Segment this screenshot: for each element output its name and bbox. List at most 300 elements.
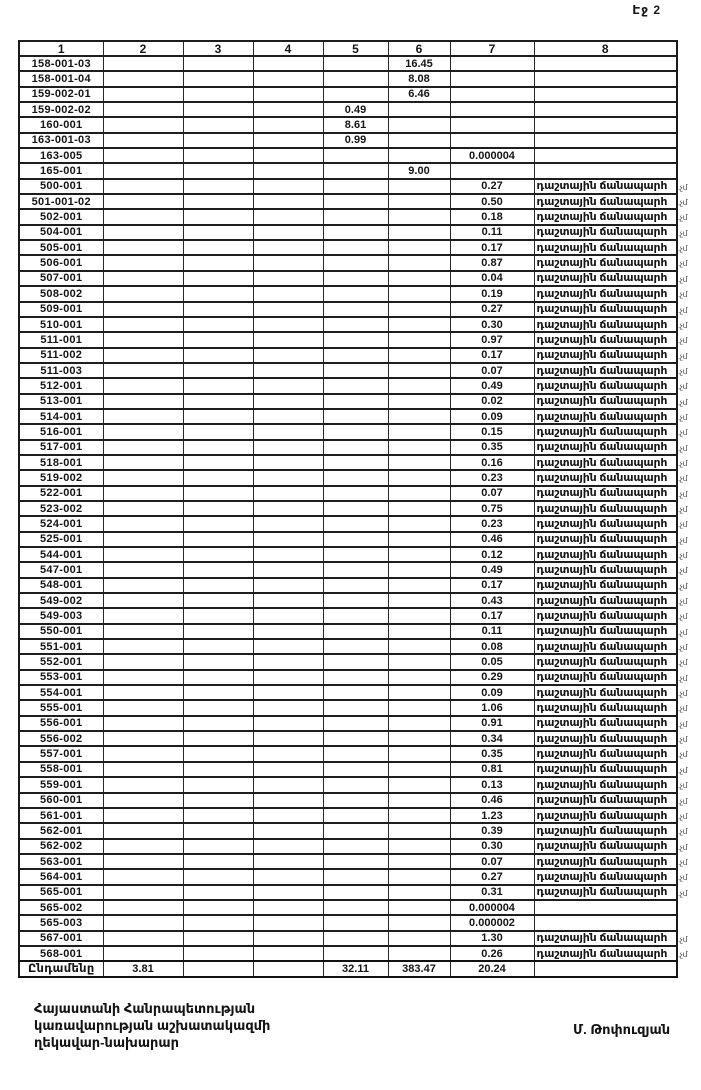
- cell-col4: [253, 608, 323, 623]
- cell-col7: 0.13: [450, 777, 534, 792]
- cell-col4: [253, 793, 323, 808]
- cell-parcel-id: 505-001: [19, 240, 103, 255]
- cell-col3: [183, 117, 253, 132]
- cell-col3: [183, 240, 253, 255]
- cell-parcel-id: 562-002: [19, 839, 103, 854]
- cell-col2: [103, 455, 183, 470]
- cell-col5: [323, 869, 388, 884]
- cell-col3: [183, 839, 253, 854]
- cell-land-use: դաշտային ճանապարհ .չմ: [534, 885, 677, 900]
- cell-col4: [253, 624, 323, 639]
- cell-land-use: դաշտային ճանապարհ .չմ: [534, 455, 677, 470]
- cell-col5: [323, 163, 388, 178]
- cell-col2: [103, 608, 183, 623]
- cell-parcel-id: 506-001: [19, 255, 103, 270]
- cell-land-use: դաշտային ճանապարհ .չմ: [534, 639, 677, 654]
- table-row: [19, 516, 677, 531]
- cell-col5: [323, 700, 388, 715]
- cell-col3: [183, 854, 253, 869]
- cell-parcel-id: 565-001: [19, 885, 103, 900]
- cell-col6: [388, 793, 450, 808]
- cell-col6: [388, 731, 450, 746]
- cell-col2: [103, 486, 183, 501]
- table-row: [19, 286, 677, 301]
- cell-col4: [253, 378, 323, 393]
- cell-col7: 0.35: [450, 440, 534, 455]
- cell-col7: 0.000004: [450, 148, 534, 163]
- cell-col7: 0.18: [450, 209, 534, 224]
- cell-col5: [323, 731, 388, 746]
- cell-land-use: դաշտային ճանապարհ .չմ: [534, 654, 677, 669]
- cell-col2: [103, 516, 183, 531]
- road-suffix-note: .չմ: [678, 658, 688, 668]
- cell-col3: [183, 961, 253, 976]
- cell-parcel-id: 549-003: [19, 608, 103, 623]
- road-suffix-note: .չմ: [678, 735, 688, 745]
- cell-col5: [323, 885, 388, 900]
- cell-parcel-id: 565-003: [19, 915, 103, 930]
- table-row: [19, 394, 677, 409]
- cell-col2: [103, 823, 183, 838]
- cell-col5: [323, 440, 388, 455]
- cell-col7: 20.24: [450, 961, 534, 976]
- table-row: [19, 608, 677, 623]
- cell-land-use: դաշտային ճանապարհ .չմ: [534, 700, 677, 715]
- cell-col3: [183, 624, 253, 639]
- road-suffix-note: .չմ: [678, 949, 688, 959]
- cell-parcel-id: 509-001: [19, 302, 103, 317]
- cell-col2: [103, 946, 183, 961]
- cell-parcel-id: 516-001: [19, 424, 103, 439]
- cell-col6: [388, 194, 450, 209]
- cell-col3: [183, 716, 253, 731]
- cell-parcel-id: 502-001: [19, 209, 103, 224]
- cell-col5: [323, 532, 388, 547]
- table-row: [19, 654, 677, 669]
- cell-col7: 0.91: [450, 716, 534, 731]
- cell-parcel-id: 158-001-04: [19, 71, 103, 86]
- cell-col6: [388, 302, 450, 317]
- cell-col2: [103, 839, 183, 854]
- cell-col2: [103, 854, 183, 869]
- cell-col3: [183, 271, 253, 286]
- cell-col6: [388, 654, 450, 669]
- cell-col7: 0.000004: [450, 900, 534, 915]
- cell-parcel-id: 511-001: [19, 332, 103, 347]
- cell-col7: 0.27: [450, 869, 534, 884]
- cell-land-use: դաշտային ճանապարհ .չմ: [534, 332, 677, 347]
- cell-col5: [323, 547, 388, 562]
- cell-col6: [388, 716, 450, 731]
- cell-col4: [253, 117, 323, 132]
- cell-col4: [253, 915, 323, 930]
- road-suffix-note: .չմ: [678, 274, 688, 284]
- table-row: [19, 225, 677, 240]
- cell-land-use: [534, 56, 677, 71]
- cell-parcel-id: 524-001: [19, 516, 103, 531]
- road-suffix-note: .չմ: [678, 597, 688, 607]
- cell-parcel-id: 549-002: [19, 593, 103, 608]
- cell-land-use: դաշտային ճանապարհ .չմ: [534, 823, 677, 838]
- cell-parcel-id: 507-001: [19, 271, 103, 286]
- cell-land-use: [534, 961, 677, 976]
- cell-col6: [388, 562, 450, 577]
- cell-col2: [103, 470, 183, 485]
- table-row: [19, 71, 677, 86]
- road-suffix-note: .չմ: [678, 213, 688, 223]
- cell-col6: [388, 854, 450, 869]
- cell-col4: [253, 946, 323, 961]
- cell-col3: [183, 578, 253, 593]
- cell-col6: 383.47: [388, 961, 450, 976]
- cell-col4: [253, 163, 323, 178]
- cell-col7: 0.17: [450, 578, 534, 593]
- cell-col4: [253, 87, 323, 102]
- cell-col2: [103, 117, 183, 132]
- cell-col4: [253, 931, 323, 946]
- cell-col7: 0.27: [450, 179, 534, 194]
- table-row: [19, 624, 677, 639]
- cell-col5: [323, 209, 388, 224]
- cell-col4: [253, 194, 323, 209]
- cell-col4: [253, 823, 323, 838]
- table-row: [19, 148, 677, 163]
- cell-col7: 0.27: [450, 302, 534, 317]
- cell-col3: [183, 501, 253, 516]
- cell-col7: 0.08: [450, 639, 534, 654]
- cell-parcel-id: 558-001: [19, 762, 103, 777]
- cell-col5: [323, 56, 388, 71]
- cell-parcel-id: 159-002-01: [19, 87, 103, 102]
- cell-col5: [323, 87, 388, 102]
- road-suffix-note: .չմ: [678, 581, 688, 591]
- cell-parcel-id: 568-001: [19, 946, 103, 961]
- cell-col6: 8.08: [388, 71, 450, 86]
- table-row: [19, 378, 677, 393]
- cell-col4: [253, 716, 323, 731]
- cell-col2: [103, 547, 183, 562]
- cell-col7: 0.05: [450, 654, 534, 669]
- cell-col6: [388, 440, 450, 455]
- cell-col2: [103, 409, 183, 424]
- table-row: [19, 793, 677, 808]
- cell-col6: 6.46: [388, 87, 450, 102]
- road-suffix-note: .չմ: [678, 719, 688, 729]
- footer-org-line1: Հայաստանի Հանրապետության: [34, 1001, 256, 1016]
- table-row: [19, 363, 677, 378]
- cell-col5: 32.11: [323, 961, 388, 976]
- cell-col6: [388, 946, 450, 961]
- table-row: [19, 470, 677, 485]
- cell-col7: 0.07: [450, 854, 534, 869]
- road-suffix-note: .չմ: [678, 382, 688, 392]
- cell-col2: [103, 501, 183, 516]
- cell-col4: [253, 777, 323, 792]
- cell-col6: [388, 547, 450, 562]
- table-row: [19, 762, 677, 777]
- cell-col5: [323, 808, 388, 823]
- cell-col3: [183, 317, 253, 332]
- cell-col3: [183, 823, 253, 838]
- cell-col6: [388, 839, 450, 854]
- road-suffix-note: .չմ: [678, 643, 688, 653]
- cell-col4: [253, 762, 323, 777]
- column-header-5: 5: [323, 41, 388, 56]
- cell-col4: [253, 869, 323, 884]
- cell-col5: [323, 255, 388, 270]
- cell-parcel-id: 564-001: [19, 869, 103, 884]
- cell-col2: [103, 808, 183, 823]
- cell-land-use: դաշտային ճանապարհ .չմ: [534, 839, 677, 854]
- cell-parcel-id: 510-001: [19, 317, 103, 332]
- cell-col3: [183, 302, 253, 317]
- cell-parcel-id: 512-001: [19, 378, 103, 393]
- road-suffix-note: .չմ: [678, 520, 688, 530]
- column-header-2: 2: [103, 41, 183, 56]
- cell-col7: 0.11: [450, 225, 534, 240]
- cell-col3: [183, 486, 253, 501]
- cell-col5: [323, 179, 388, 194]
- cell-col3: [183, 455, 253, 470]
- cell-col6: [388, 348, 450, 363]
- cell-col2: [103, 731, 183, 746]
- cell-col4: [253, 593, 323, 608]
- table-row: [19, 685, 677, 700]
- road-suffix-note: .չմ: [678, 842, 688, 852]
- cell-col4: [253, 562, 323, 577]
- cell-parcel-id: 563-001: [19, 854, 103, 869]
- cell-col5: [323, 486, 388, 501]
- cell-col4: [253, 332, 323, 347]
- cell-col5: [323, 839, 388, 854]
- cell-col3: [183, 225, 253, 240]
- cell-col6: [388, 255, 450, 270]
- cell-land-use: դաշտային ճանապարհ .չմ: [534, 363, 677, 378]
- cell-col3: [183, 179, 253, 194]
- cell-col5: [323, 240, 388, 255]
- cell-col4: [253, 286, 323, 301]
- cell-col3: [183, 56, 253, 71]
- cell-col2: [103, 133, 183, 148]
- cell-land-use: դաշտային ճանապարհ .չմ: [534, 562, 677, 577]
- road-suffix-note: .չմ: [678, 290, 688, 300]
- cell-col4: [253, 486, 323, 501]
- cell-col6: [388, 486, 450, 501]
- cell-col3: [183, 731, 253, 746]
- road-suffix-note: .չմ: [678, 811, 688, 821]
- cell-col5: [323, 470, 388, 485]
- road-suffix-note: .չմ: [678, 428, 688, 438]
- road-suffix-note: .չմ: [678, 750, 688, 760]
- footer-org-line2: կառավարության աշխատակազմի: [34, 1018, 271, 1033]
- table-row: [19, 348, 677, 363]
- cell-col3: [183, 71, 253, 86]
- cell-col3: [183, 593, 253, 608]
- cell-col3: [183, 608, 253, 623]
- cell-col2: [103, 869, 183, 884]
- cell-col5: [323, 363, 388, 378]
- cell-land-use: դաշտային ճանապարհ .չմ: [534, 869, 677, 884]
- cell-land-use: դաշտային ճանապարհ .չմ: [534, 593, 677, 608]
- cell-col7: 1.06: [450, 700, 534, 715]
- road-suffix-note: .չմ: [678, 765, 688, 775]
- cell-land-use: [534, 133, 677, 148]
- cell-col6: [388, 532, 450, 547]
- road-suffix-note: .չմ: [678, 566, 688, 576]
- cell-col7: 0.09: [450, 685, 534, 700]
- cell-col4: [253, 148, 323, 163]
- cell-col6: [388, 808, 450, 823]
- cell-col2: [103, 87, 183, 102]
- cell-col2: [103, 302, 183, 317]
- cell-parcel-id: 525-001: [19, 532, 103, 547]
- cell-col5: 8.61: [323, 117, 388, 132]
- cell-land-use: դաշտային ճանապարհ .չմ: [534, 532, 677, 547]
- column-header-7: 7: [450, 41, 534, 56]
- cell-col7: 0.23: [450, 470, 534, 485]
- cell-col6: [388, 593, 450, 608]
- table-row: [19, 547, 677, 562]
- total-row: [19, 961, 677, 976]
- cell-col6: [388, 900, 450, 915]
- cell-col4: [253, 133, 323, 148]
- table-row: [19, 716, 677, 731]
- cell-land-use: դաշտային ճանապարհ .չմ: [534, 762, 677, 777]
- cell-col6: [388, 179, 450, 194]
- cell-land-use: դաշտային ճանապարհ .չմ: [534, 394, 677, 409]
- cell-col7: 0.29: [450, 670, 534, 685]
- cell-col6: [388, 148, 450, 163]
- cell-col2: [103, 700, 183, 715]
- cell-col7: [450, 87, 534, 102]
- cell-col2: [103, 271, 183, 286]
- cell-col3: [183, 440, 253, 455]
- cell-col7: 0.07: [450, 486, 534, 501]
- cell-col3: [183, 915, 253, 930]
- table-header-row: [19, 41, 677, 56]
- road-suffix-note: .չմ: [678, 474, 688, 484]
- cell-col4: [253, 532, 323, 547]
- cell-col7: [450, 102, 534, 117]
- cell-col2: [103, 746, 183, 761]
- cell-col7: [450, 71, 534, 86]
- road-suffix-note: .չմ: [678, 504, 688, 514]
- cell-col6: [388, 777, 450, 792]
- table-row: [19, 56, 677, 71]
- cell-col3: [183, 194, 253, 209]
- cell-land-use: դաշտային ճանապարհ .չմ: [534, 424, 677, 439]
- cell-land-use: դաշտային ճանապարհ .չմ: [534, 946, 677, 961]
- cell-col5: [323, 271, 388, 286]
- table-row: [19, 102, 677, 117]
- cell-col4: [253, 700, 323, 715]
- cell-parcel-id: 547-001: [19, 562, 103, 577]
- cell-col3: [183, 424, 253, 439]
- cell-col5: [323, 148, 388, 163]
- cell-col2: [103, 885, 183, 900]
- cell-parcel-id: 559-001: [19, 777, 103, 792]
- cell-col6: [388, 394, 450, 409]
- table-row: [19, 808, 677, 823]
- road-suffix-note: .չմ: [678, 228, 688, 238]
- table-row: [19, 117, 677, 132]
- cell-col5: [323, 424, 388, 439]
- cell-col4: [253, 746, 323, 761]
- road-suffix-note: .չմ: [678, 366, 688, 376]
- cell-parcel-id: 523-002: [19, 501, 103, 516]
- cell-parcel-id: 551-001: [19, 639, 103, 654]
- cell-col3: [183, 286, 253, 301]
- cell-land-use: դաշտային ճանապարհ .չմ: [534, 501, 677, 516]
- cell-col2: [103, 56, 183, 71]
- road-suffix-note: .չմ: [678, 535, 688, 545]
- road-suffix-note: .չմ: [678, 336, 688, 346]
- cell-col6: [388, 225, 450, 240]
- cell-parcel-id: 159-002-02: [19, 102, 103, 117]
- cell-col3: [183, 102, 253, 117]
- cell-col6: [388, 117, 450, 132]
- cell-parcel-id: 555-001: [19, 700, 103, 715]
- cell-col3: [183, 869, 253, 884]
- cell-col4: [253, 501, 323, 516]
- table-row: [19, 409, 677, 424]
- road-suffix-note: .չմ: [678, 704, 688, 714]
- cell-col3: [183, 777, 253, 792]
- cell-col7: 0.75: [450, 501, 534, 516]
- road-suffix-note: .չմ: [678, 551, 688, 560]
- cell-land-use: դաշտային ճանապարհ .չմ: [534, 470, 677, 485]
- cell-col4: [253, 394, 323, 409]
- cell-col3: [183, 516, 253, 531]
- column-header-1: 1: [19, 41, 103, 56]
- cell-col7: 0.35: [450, 746, 534, 761]
- column-header-4: 4: [253, 41, 323, 56]
- cell-col5: [323, 777, 388, 792]
- cell-col6: [388, 516, 450, 531]
- table-row: [19, 209, 677, 224]
- cell-col2: [103, 179, 183, 194]
- cell-total-label: Ընդամենը: [19, 961, 103, 976]
- table-row: [19, 670, 677, 685]
- cell-land-use: դաշտային ճանապարհ .չմ: [534, 777, 677, 792]
- cell-col6: [388, 271, 450, 286]
- table-row: [19, 639, 677, 654]
- cell-land-use: դաշտային ճանապարհ .չմ: [534, 271, 677, 286]
- cell-parcel-id: 501-001-02: [19, 194, 103, 209]
- cell-parcel-id: 544-001: [19, 547, 103, 562]
- cell-col3: [183, 685, 253, 700]
- cell-col5: 0.99: [323, 133, 388, 148]
- cell-col5: [323, 578, 388, 593]
- cell-parcel-id: 519-002: [19, 470, 103, 485]
- cell-land-use: դաշտային ճանապարհ .չմ: [534, 348, 677, 363]
- cell-col6: [388, 639, 450, 654]
- cell-col4: [253, 547, 323, 562]
- cell-col2: [103, 762, 183, 777]
- cell-col4: [253, 225, 323, 240]
- cell-land-use: դաշտային ճանապարհ .չմ: [534, 608, 677, 623]
- cell-land-use: [534, 102, 677, 117]
- table-row: [19, 332, 677, 347]
- cell-col4: [253, 71, 323, 86]
- cell-parcel-id: 556-001: [19, 716, 103, 731]
- cell-land-use: դաշտային ճանապարհ .չմ: [534, 746, 677, 761]
- road-suffix-note: .չմ: [678, 259, 688, 269]
- footer-org-line3: ղեկավար-նախարար: [34, 1035, 179, 1050]
- cell-col4: [253, 516, 323, 531]
- cell-col3: [183, 255, 253, 270]
- cell-col7: 0.000002: [450, 915, 534, 930]
